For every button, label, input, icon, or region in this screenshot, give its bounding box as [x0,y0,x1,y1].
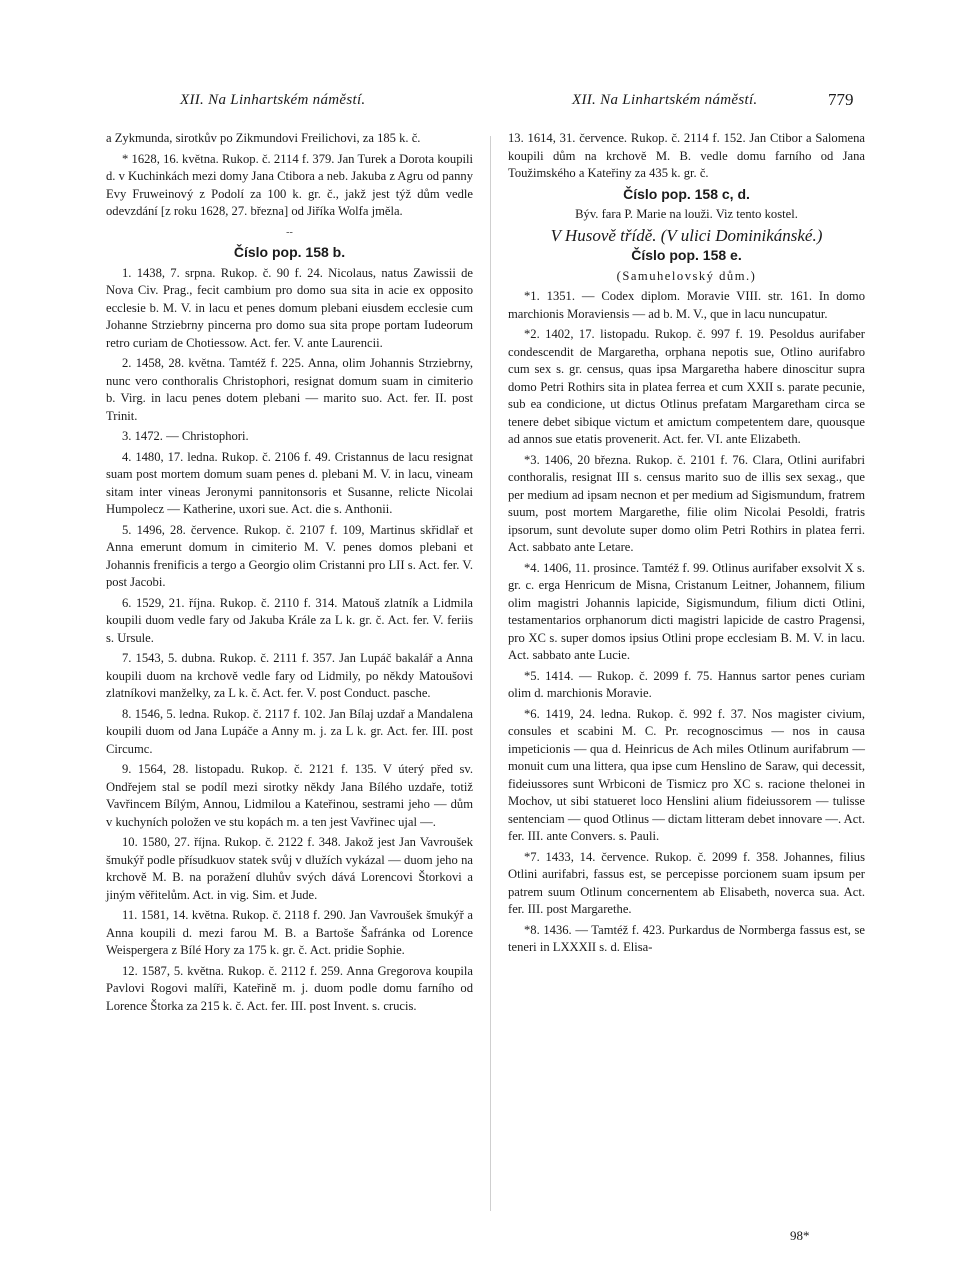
record-entry: 3. 1472. — Christophori. [122,429,249,443]
record-entry: *3. 1406, 20 března. Rukop. č. 2101 f. 76. Clara, Otlini aurifabri conthoralis, resignat III s. census marito suo de illis sex sexag., que per medium ad ipsam necnon et per medium ad Sigismundum, fratrem suum, post mortem Margarethe, filie olim Nicolai Pesoldi, fratris ipsorum, sunt devolute super domo olim Petri Rothirs in platea ferri. Act. sabbato ante Letare. [508,452,865,554]
record-entry: 11. 1581, 14. května. Rukop. č. 2118 f. 290. Jan Vavroušek šmukýř a Anna koupili d. mezi farou M. B. a Bartoše Šafránka od Lorence Weispergera z Bílé Hory za 175 k. gr. č. Act. pridie Sophie. [106,908,473,957]
record-entry: 13. 1614, 31. července. Rukop. č. 2114 f. 152. Jan Ctibor a Salomena koupili dům na krchově M. B. vedle domu farního od Jana Toužimského a Kateřiny za 435 k. gr. č. [508,131,865,180]
right-column [508,130,865,960]
record-entry: *1. 1351. — Codex diplom. Moravie VIII. str. 161. In domo marchionis Moraviensis — ad b. M. V., que in lacu nuncupatur. [508,289,865,321]
house-number-heading: Číslo pop. 158 e. [631,247,742,263]
record-entry: 10. 1580, 27. října. Rukop. č. 2122 f. 348. Jakož jest Jan Vavroušek šmukýř podle přísudkuov statek svůj v dlužích vykázal — duom jeho na krchově M. B. na poražení dluhův svých dává Lorencovi Štorkovi a jiným věřitelům. Act. in vig. Sim. et Jude. [106,835,473,902]
record-entry: 9. 1564, 28. listopadu. Rukop. č. 2121 f. 135. V úterý před sv. Ondřejem stal se podíl mezi sirotky někdy Jana Bílého uzdaře, totiž Vavřincem Bílým, Annou, Lidmilou a Kateřinou, sestrami jeho — dům v kuchyních položen ve stu kopách m. a ten jest Vavřinec ujal —. [106,762,473,829]
running-head-left: XII. Na Linhartském náměstí. [180,92,366,108]
column-divider [490,136,492,1211]
record-entry: 5. 1496, 28. července. Rukop. č. 2107 f. 109, Martinus skřidlař et Anna emerunt domum in cimiterio M. V. penes domos plebani et Johannis frenificis a tergo a Georgio olim Cristanni pro LII s. Act. fer. V. post Jacobi. [106,522,473,589]
record-entry: 12. 1587, 5. května. Rukop. č. 2112 f. 259. Anna Gregorova koupila Pavlovi Rogovi malíři, Kateřině m. j. duom podle domu farního od Lorence Štorka za 215 k. č. Act. fer. III. post Invent. s. crucis. [106,963,473,1013]
record-entry: *4. 1406, 11. prosince. Tamtéž f. 99. Otlinus aurifaber exsolvit X s. gr. c. erga Henricum de Misna, Cristanum Leitner, Johannem, filium olim magistri Johannis lapicide, Sigismundum, filium dicti Otlini, testamentarios orphanorum dicti magistri lapicide de castro Pragensi, pro XC s. super domos ipsius Otlini prope ecclesiam B. M. V. in lacu. Act. sabbato ante Lucie. [508,560,865,662]
house-number-heading: Číslo pop. 158 b. [233,244,346,260]
record-entry: *5. 1414. — Rukop. č. 2099 f. 75. Hannus sartor penes curiam olim d. marchionis Moravie. [508,668,865,700]
page-number: 779 [828,90,854,109]
record-entry: 6. 1529, 21. října. Rukop. č. 2110 f. 314. Matouš zlatník a Lidmila koupili duom vedle fary od Jakuba Krále za L k. gr. č. Act. fer. V. feriis s. Ursule. [106,595,473,645]
record-entry: 2. 1458, 28. května. Tamtéž f. 225. Anna, olim Johannis Strziebrny, nunc vero conthoralis Christophori, resignat domum suam in cimiterio b. Virg. in lacu penes dotem plebani — marito suo. Act. fer. II. post Trinit. [106,356,473,423]
record-entry: -- [286,226,293,238]
record-entry: 1. 1438, 7. srpna. Rukop. č. 90 f. 24. Nicolaus, natus Zawissii de Nova Civ. Prag., fecit cambium pro domo sua sita in acie ex opposito ecclesie b. M. V. in lacu et penes domum plebani eiusdem ecclesie cum Johanne Strziebrny pincerna pro domo sua sita prope portam Iudeorum retro curiam de Chotiessow. Act. fer. V. ante Laurencii. [106,265,473,350]
running-head-right: XII. Na Linhartském náměstí. [572,92,758,108]
record-entry: Býv. fara P. Marie na louži. Viz tento kostel. [575,207,798,221]
record-entry: *7. 1433, 14. července. Rukop. č. 2099 f. 358. Johannes, filius Otlini aurifabri, fassus est, se percepisse porcionem suam ipsum per patrem suum Otlinum concernentem ab Elisabeth, noverca sua. Act. fer. III. post Margarethe. [508,849,865,916]
record-entry: *6. 1419, 24. ledna. Rukop. č. 992 f. 37. Nos magister civium, consules et scabini M. C. Pr. recognoscimus — nos in causa impeticionis — qua d. Heinricus de Ach miles Otlinum aurifabrum — monuit cum una littera, qua ipse cum Henslino de Saraw, qui decessit, fideiussores sunt Wrbiconi de Tismicz pro XC s. racione thelonei in Mochov, ut sibi statueret loco Henslini alium fideiussorem — tulisse sentenciam — quod Otlinus — dictam litteram debet innovare —. Act. fer. III. ante Convers. s. Pauli. [508,706,865,843]
record-entry: 7. 1543, 5. dubna. Rukop. č. 2111 f. 357. Jan Lupáč bakalář a Anna koupili duom na krchově vedle fary od Lidmily, po někdy Matoušovi zlatníkovi manželky, za L k. č. Act. fer. V. post Conduct. pasche. [106,651,473,700]
record-entry: *2. 1402, 17. listopadu. Rukop. č. 997 f. 19. Pesoldus aurifaber condescendit de Margaretha, orphana nepotis sue, Otlino aurifabro cum sex s. gr. census, quas ipsa Margaretha habere dinoscitur supra domo Petri Rothirs sita in platea ferrea et cum XXII s. parate pecunie, sub ea condicione, ut dictus Otlinus prefatam Margaretham circa se tenere debet sibique victum et amictum competentem dare, quousque ad annos sue etatis provenerit. Act. fer. VI. ante Elizabeth. [508,327,865,446]
record-entry: (Samuhelovský dům.) [616,268,757,283]
left-column [106,130,473,1018]
street-section-title: V Husově třídě. (V ulici Dominikánské.) [550,225,823,245]
record-entry: * 1628, 16. května. Rukop. č. 2114 f. 379. Jan Turek a Dorota koupili d. v Kuchinkách mezi domy Jana Ctibora a neb. Jakuba z Agru od panny Evy Fruweinový z Podolí za 100 k. gr. č., jakž jest týž dům vedle odevzdání [z roku 1628, 27. března] od Jiříka Wolfa jměla. [106,151,473,218]
record-entry: 4. 1480, 17. ledna. Rukop. č. 2106 f. 49. Cristannus de lacu resignat suam post mortem domum suam penes d. plebani M. V. in lacu, vineam sitam inter vineas Jeronymi pannitonsoris et Susanne, relicte Nicolai Humpolecz — Katherine, uxori sue. Act. die s. Anthonii. [106,449,473,516]
record-entry: *8. 1436. — Tamtéž f. 423. Purkardus de Normberga fassus est, se teneri in LXXXII s. d. Elisa- [508,922,865,954]
signature-mark: 98* [790,1228,810,1243]
record-entry: a Zykmunda, sirotkův po Zikmundovi Freilichovi, za 185 k. č. [106,131,421,145]
house-number-heading: Číslo pop. 158 c, d. [623,185,750,202]
record-entry: 8. 1546, 5. ledna. Rukop. č. 2117 f. 102. Jan Bílaj uzdař a Mandalena koupili duom od Jana Lupáče a Anny m. j. za L k. gr. Act. fer. III. post Circumc. [106,706,473,756]
